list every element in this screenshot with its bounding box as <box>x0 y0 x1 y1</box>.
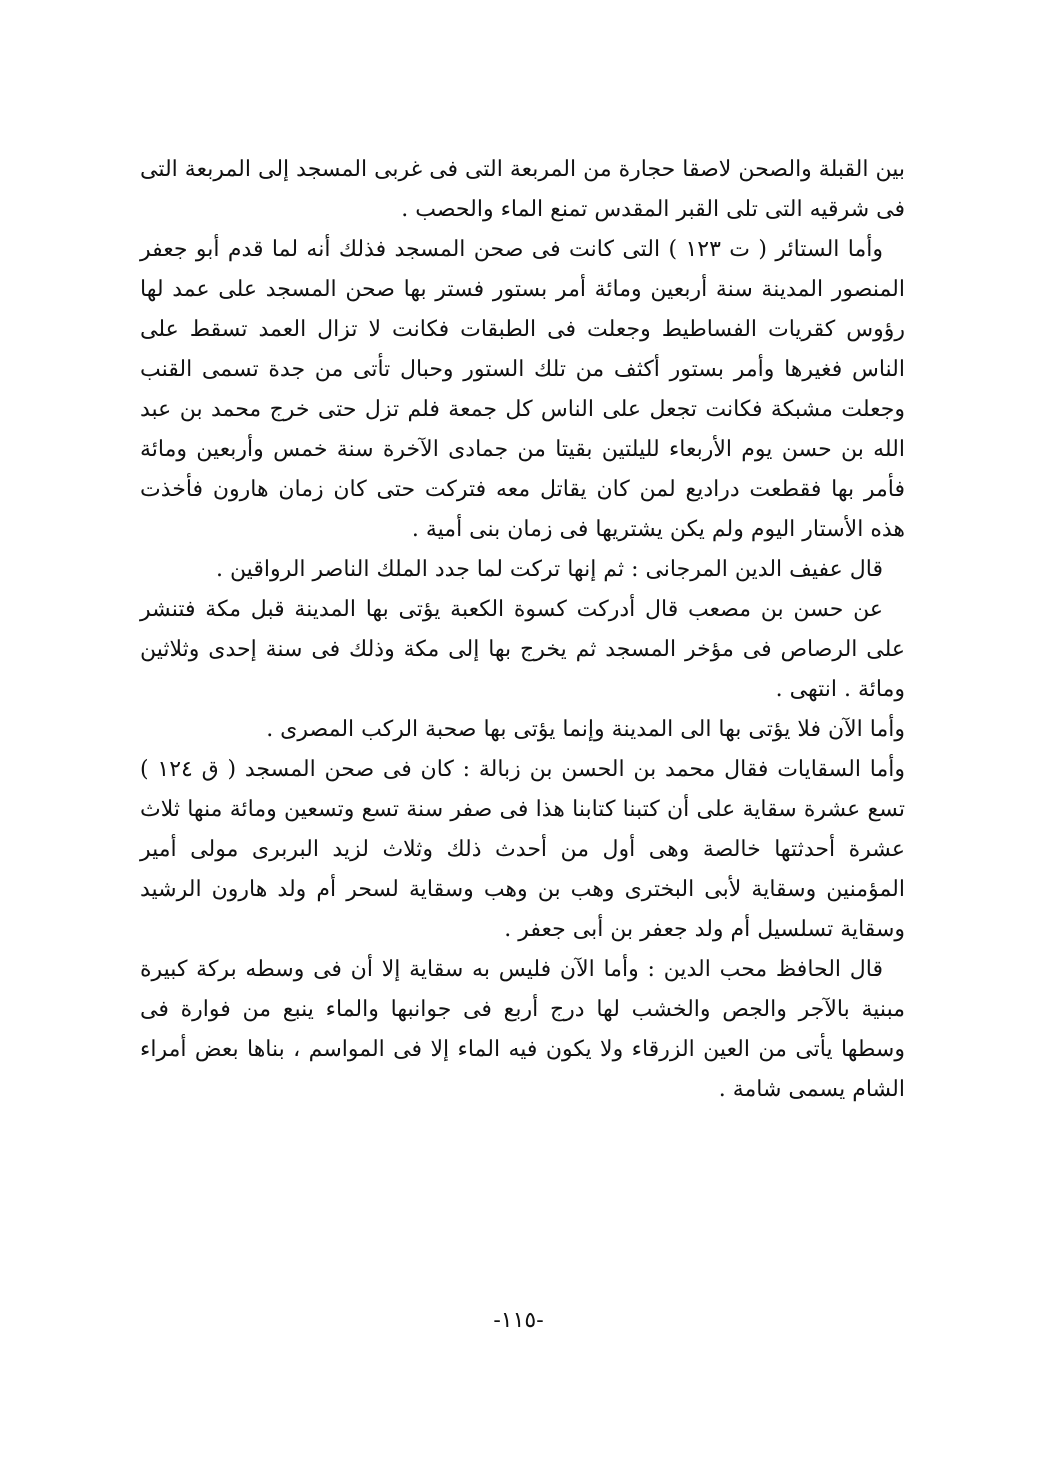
paragraph-muhib-al-din: قال الحافظ محب الدين : وأما الآن فليس به سقاية إلا أن فى وسطه بركة كبيرة مبنية بالآجر والجص والخشب لها درج أربع فى جوانبها والماء ينبع من فوارة فى وسطها يأتى من العين الزرقاء ولا يكون فيه الماء إلا فى المواسم ، بناها بعض أمراء الشام يسمى شامة . <box>140 957 905 1102</box>
paragraph-qibla-courtyard: بين القبلة والصحن لاصقا حجارة من المربعة التى فى غربى المسجد إلى المربعة التى فى شرقيه التى تلى القبر المقدس تمنع الماء والحصب . <box>140 157 905 222</box>
page-number: -١١٥- <box>493 1308 544 1333</box>
body-text <box>140 150 905 1110</box>
paragraph-water-fountains: وأما السقايات فقال محمد بن الحسن بن زبالة : كان فى صحن المسجد ( ق ١٢٤ ) تسع عشرة سقاية على أن كتبنا كتابنا هذا فى صفر سنة تسع وتسعين ومائة منها ثلاث عشرة أحدثتها خالصة وهى أول من أحدث ذلك وثلاث لزيد البربرى مولى أمير المؤمنين وسقاية لأبى البخترى وهب بن وهب وسقاية لسحر أم ولد هارون الرشيد وسقاية تسلسيل أم ولد جعفر بن أبى جعفر . <box>140 757 906 942</box>
paragraph-kaaba-covering: عن حسن بن مصعب قال أدركت كسوة الكعبة يؤتى بها المدينة قبل مكة فتنشر على الرصاص فى مؤخر المسجد ثم يخرج بها إلى مكة وذلك فى سنة إحدى وثلاثين ومائة . انتهى . <box>140 597 905 702</box>
paragraph-marjani-quote: قال عفيف الدين المرجانى : ثم إنها تركت لما جدد الملك الناصر الرواقين . <box>215 557 883 582</box>
paragraph-egyptian-caravan: وأما الآن فلا يؤتى بها الى المدينة وإنما يؤتى بها صحبة الركب المصرى . <box>266 717 905 742</box>
paragraph-curtains: وأما الستائر ( ت ١٢٣ ) التى كانت فى صحن المسجد فذلك أنه لما قدم أبو جعفر المنصور المدينة سنة أربعين ومائة أمر بستور فستر بها صحن المسجد على عمد لها رؤوس كقريات الفساطيط وجعلت فى الطبقات فكانت لا تزال العمد تسقط على الناس فغيرها وأمر بستور أكثف من تلك الستور وحبال تأتى من جدة تسمى القنب وجعلت مشبكة فكانت تجعل على الناس كل جمعة فلم تزل حتى خرج محمد بن عبد الله بن حسن يوم الأربعاء لليلتين بقيتا من جمادى الآخرة سنة خمس وأربعين ومائة فأمر بها فقطعت دراديع لمن كان يقاتل معه فتركت حتى كان زمان هارون فأخذت هذه الأستار اليوم ولم يكن يشتريها فى زمان بنى أمية . <box>140 237 905 542</box>
